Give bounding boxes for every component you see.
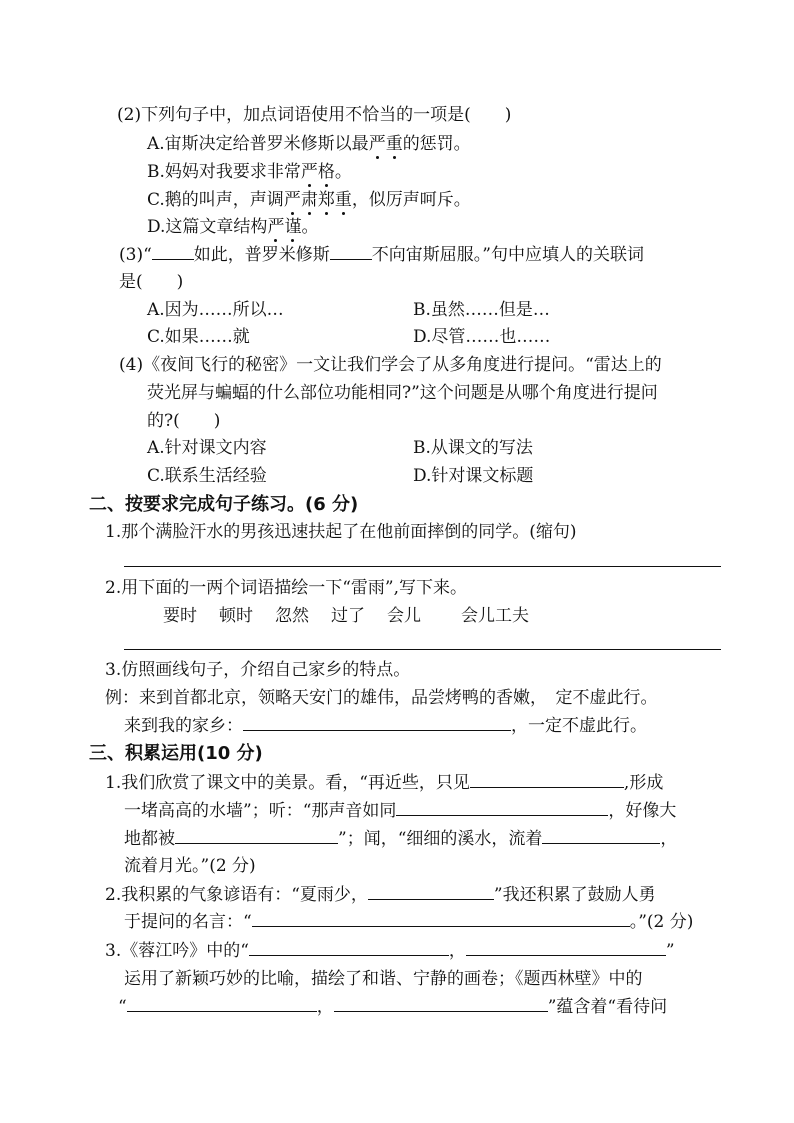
s2-q3-blank[interactable] [243, 714, 511, 731]
q2-stem: (2)下列句子中，加点词语使用不恰当的一项是( ) [117, 105, 512, 125]
q4-option-c: C.联系生活经验 [147, 466, 267, 486]
s3-q2-line-1: 2.我积累的气象谚语有：“夏雨少， ”我还积累了鼓励人勇 [105, 885, 656, 905]
s3-q3-blank-1[interactable] [249, 939, 449, 956]
q2-option-a: A.宙斯决定给普罗米修斯以最严重的惩罚。 [147, 134, 471, 154]
s3-q1-line-3: 地都被 ”；闻，“细细的溪水，流着 ， [124, 829, 678, 849]
section-3-title: 三、积累运用(10 分) [89, 743, 263, 764]
s3-q3-line-1: 3.《蓉江吟》中的“ ， ” [105, 941, 675, 961]
s3-q2-line-2: 于提问的名言：“ 。”(2 分) [124, 912, 694, 932]
s3-q1-line-2: 一堵高高的水墙”；听：“那声音如同 ，好像大 [124, 801, 677, 821]
q3-option-d: D.尽管……也…… [413, 327, 551, 347]
q3-option-b: B.虽然……但是… [413, 300, 550, 320]
section-2-title: 二、按要求完成句子练习。(6 分) [89, 494, 359, 515]
s3-q1-blank-2[interactable] [396, 799, 608, 816]
s2-q1-answer-line[interactable] [124, 566, 721, 567]
s3-q1-blank-1[interactable] [470, 771, 624, 788]
s3-q1-line-4: 流着月光。”(2 分) [124, 856, 256, 876]
s3-q3-blank-4[interactable] [334, 995, 548, 1012]
q3-option-c: C.如果……就 [147, 327, 250, 347]
q2-option-b: B.妈妈对我要求非常严格。 [147, 162, 352, 182]
s2-q2-words: 要时 顿时 忽然 过了 会儿 会儿工夫 [163, 606, 529, 626]
q4-option-b: B.从课文的写法 [413, 438, 533, 458]
q4-stem-line-1: (4)《夜间飞行的秘密》一文让我们学会了从多角度进行提问。“雷达上的 [119, 355, 662, 375]
s2-q3-hometown: 来到我的家乡： ，一定不虚此行。 [124, 716, 647, 736]
q4-stem-line-3: 的?( ) [147, 411, 221, 431]
s3-q2-blank-2[interactable] [252, 910, 630, 927]
s3-q3-blank-3[interactable] [127, 995, 317, 1012]
q3-blank-1[interactable] [152, 243, 194, 260]
s2-q2-answer-line[interactable] [124, 649, 721, 650]
s2-q3: 3.仿照画线句子，介绍自己家乡的特点。 [105, 660, 411, 680]
q2-option-d: D.这篇文章结构严谨。 [147, 217, 319, 237]
s2-q1: 1.那个满脸汗水的男孩迅速扶起了在他前面摔倒的同学。(缩句) [105, 522, 577, 542]
s2-q2: 2.用下面的一两个词语描绘一下“雷雨”,写下来。 [105, 578, 468, 598]
s3-q1-blank-3[interactable] [175, 827, 338, 844]
s3-q3-blank-2[interactable] [466, 939, 666, 956]
s2-q3-example: 例：来到首都北京，领略天安门的雄伟，品尝烤鸭的香嫩， 定不虚此行。 [105, 688, 658, 708]
s3-q2-blank-1[interactable] [368, 883, 494, 900]
s3-q3-line-2: 运用了新颖巧妙的比喻，描绘了和谐、宁静的画卷；《题西林壁》中的 [124, 969, 643, 989]
q2-option-c: C.鹅的叫声，声调严肃郑重，似厉声呵斥。 [147, 190, 471, 210]
q3-stem: (3)“ 如此，普罗米修斯 不向宙斯屈服。”句中应填人的关联词 [119, 245, 644, 265]
q4-option-a: A.针对课文内容 [147, 438, 267, 458]
q4-option-d: D.针对课文标题 [413, 466, 534, 486]
q3-option-a: A.因为……所以… [147, 300, 284, 320]
s3-q1-blank-4[interactable] [542, 827, 660, 844]
q4-stem-line-2: 荧光屏与蝙蝠的什么部位功能相同?”这个问题是从哪个角度进行提问 [147, 383, 658, 403]
q3-blank-2[interactable] [330, 243, 372, 260]
s3-q1-line-1: 1.我们欣赏了课文中的美景。看，“再近些，只见 ,形成 [105, 773, 664, 793]
s3-q3-line-3: “ ， ”蕴含着“看待问 [118, 997, 668, 1017]
q3-stem-cont: 是( ) [119, 272, 184, 292]
